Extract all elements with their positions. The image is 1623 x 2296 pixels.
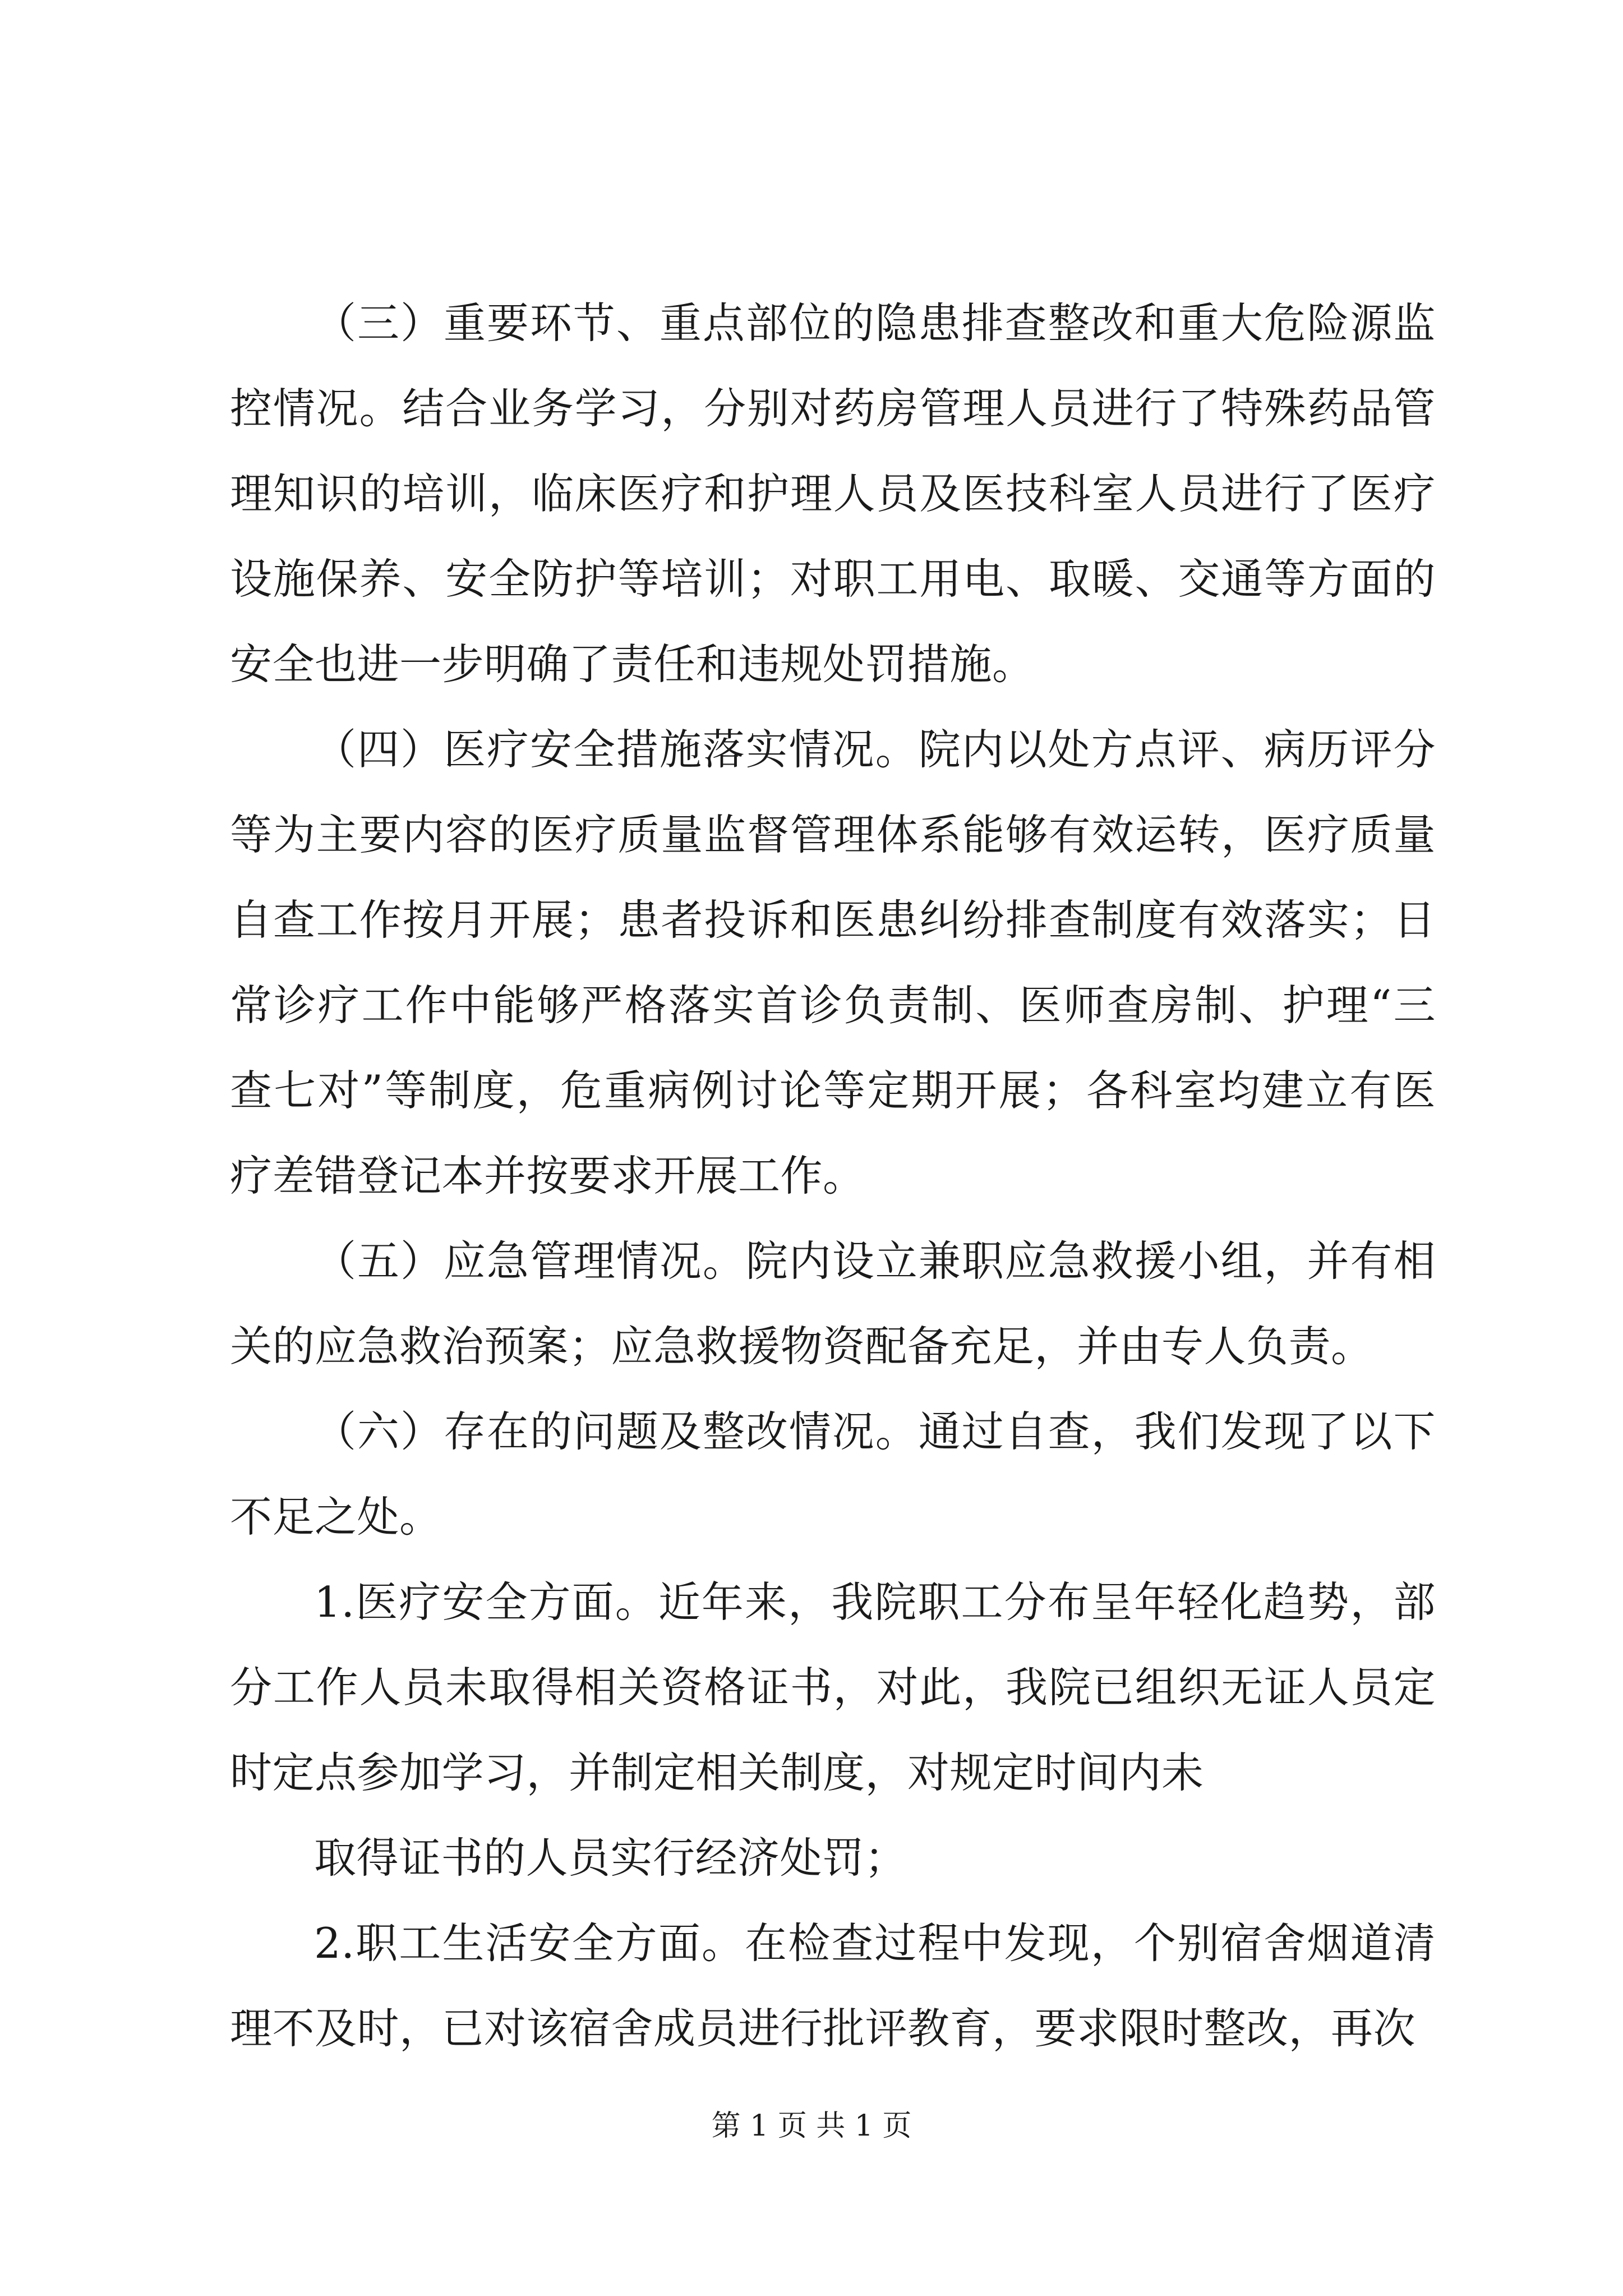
paragraph-section-4: （四）医疗安全措施落实情况。院内以处方点评、病历评分等为主要内容的医疗质量监督管理体系能够有效运转，医疗质量自查工作按月开展；患者投诉和医患纠纷排查制度有效落实；日常诊疗工作中能够严格落实首诊负责制、医师查房制、护理“三查七对”等制度，危重病例讨论等定期开展；各科室均建立有医疗差错登记本并按要求开展工作。: [230, 725, 1436, 1200]
paragraph-item-1-continued: 取得证书的人员实行经济处罚；: [314, 1833, 907, 1883]
paragraph-section-6: （六）存在的问题及整改情况。通过自查，我们发现了以下不足之处。: [230, 1407, 1436, 1542]
document-body: [230, 280, 1436, 2071]
page-footer: 第 1 页 共 1 页: [711, 2109, 912, 2143]
paragraph-item-1: 1.医疗安全方面。近年来，我院职工分布呈年轻化趋势，部分工作人员未取得相关资格证书，对此，我院已组织无证人员定时定点参加学习，并制定相关制度，对规定时间内未: [230, 1577, 1436, 1797]
paragraph-section-3: （三）重要环节、重点部位的隐患排查整改和重大危险源监控情况。结合业务学习，分别对药房管理人员进行了特殊药品管理知识的培训，临床医疗和护理人员及医技科室人员进行了医疗设施保养、安全防护等培训；对职工用电、取暖、交通等方面的安全也进一步明确了责任和违规处罚措施。: [230, 298, 1436, 689]
paragraph-section-5: （五）应急管理情况。院内设立兼职应急救援小组，并有相关的应急救治预案；应急救援物资配备充足，并由专人负责。: [230, 1236, 1436, 1371]
paragraph-item-2: 2.职工生活安全方面。在检查过程中发现，个别宿舍烟道清理不及时，已对该宿舍成员进行批评教育，要求限时整改，再次: [230, 1918, 1436, 2053]
